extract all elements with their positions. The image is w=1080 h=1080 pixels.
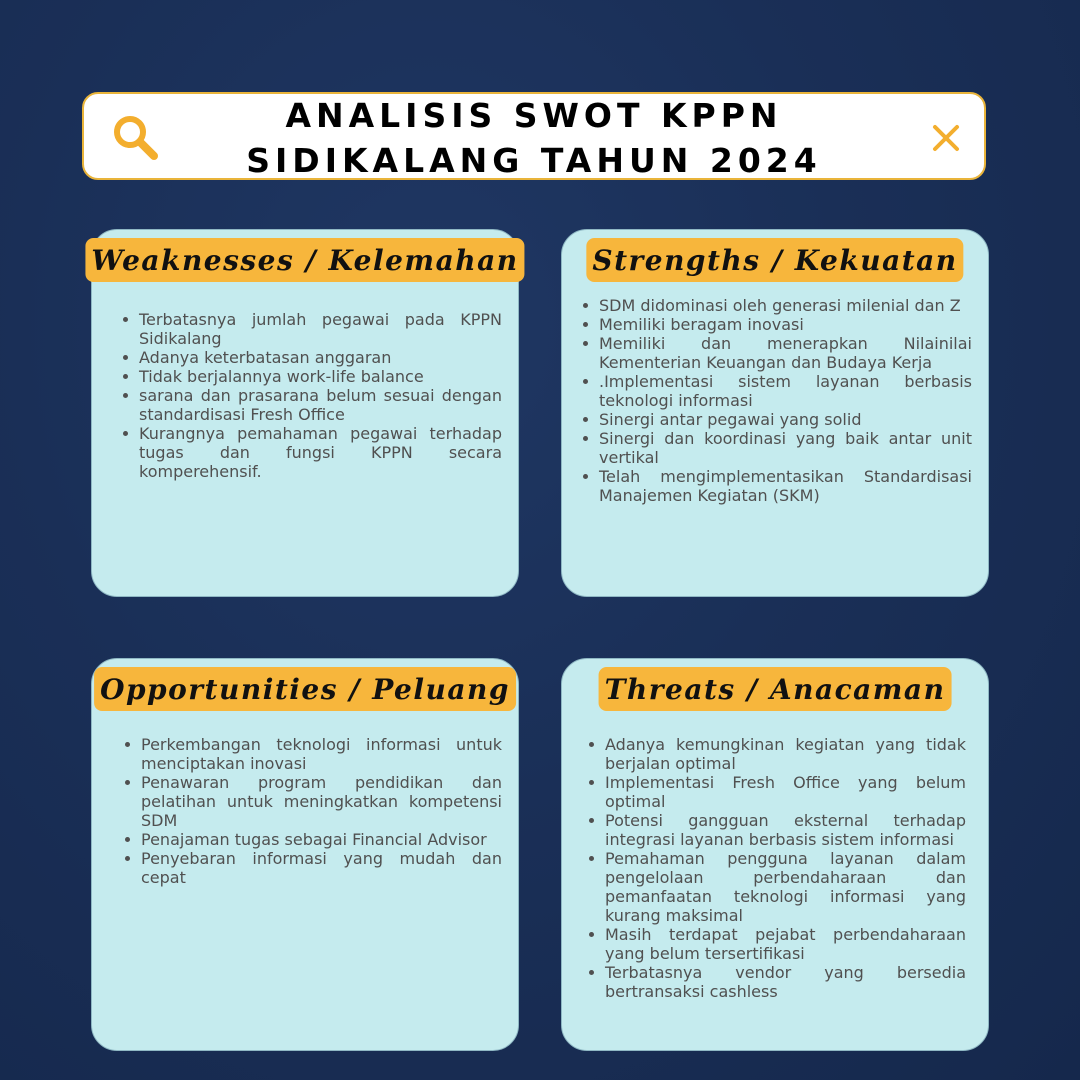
list-item: Sinergi antar pegawai yang solid: [599, 410, 972, 429]
list-item: Perkembangan teknologi informasi untuk menciptakan inovasi: [141, 735, 502, 773]
list-item: Potensi gangguan eksternal terhadap integrasi layanan berbasis sistem informasi: [605, 811, 966, 849]
search-bar[interactable]: [82, 92, 986, 180]
search-icon[interactable]: [110, 112, 162, 164]
list-item: Memiliki dan menerapkan Nilai⁠nilai Kementerian Keuangan dan Budaya Kerja: [599, 334, 972, 372]
list-item: Terbatasnya vendor yang bersedia bertransaksi cashless: [605, 963, 966, 1001]
title-line-1: ANALISIS SWOT KPPN: [285, 96, 783, 135]
list-item: Terbatasnya jumlah pegawai pada KPPN Sidikalang: [139, 310, 502, 348]
list-item: sarana dan prasarana belum sesuai dengan standardisasi Fresh Office: [139, 386, 502, 424]
threats-list: [605, 735, 966, 1001]
list-item: Implementasi Fresh Office yang belum optimal: [605, 773, 966, 811]
list-item: Penajaman tugas sebagai Financial Advisor: [141, 830, 502, 849]
weaknesses-list: [139, 310, 502, 481]
strengths-title: Strengths / Kekuatan: [586, 238, 963, 282]
list-item: Adanya keterbatasan anggaran: [139, 348, 502, 367]
list-item: Penyebaran informasi yang mudah dan cepat: [141, 849, 502, 887]
opportunities-title: Opportunities / Peluang: [94, 667, 516, 711]
weaknesses-card: [91, 229, 519, 597]
list-item: Masih terdapat pejabat perbendaharaan yang belum tersertifikasi: [605, 925, 966, 963]
weaknesses-title: Weaknesses / Kelemahan: [85, 238, 524, 282]
close-icon[interactable]: [930, 122, 962, 154]
opportunities-list: [141, 735, 502, 887]
list-item: Adanya kemungkinan kegiatan yang tidak berjalan optimal: [605, 735, 966, 773]
threats-title: Threats / Anacaman: [599, 667, 952, 711]
strengths-card: [561, 229, 989, 597]
list-item: Kurangnya pemahaman pegawai terhadap tugas dan fungsi KPPN secara komperehensif.: [139, 424, 502, 481]
list-item: .Implementasi sistem layanan berbasis teknologi informasi: [599, 372, 972, 410]
list-item: Penawaran program pendidikan dan pelatihan untuk meningkatkan kompetensi SDM: [141, 773, 502, 830]
list-item: Memiliki beragam inovasi: [599, 315, 972, 334]
list-item: Sinergi dan koordinasi yang baik antar unit vertikal: [599, 429, 972, 467]
opportunities-card: [91, 658, 519, 1051]
list-item: SDM didominasi oleh generasi milenial dan Z: [599, 296, 972, 315]
list-item: Pemahaman pengguna layanan dalam pengelolaan perbendaharaan dan pemanfaatan teknologi informasi yang kurang maksimal: [605, 849, 966, 925]
threats-card: [561, 658, 989, 1051]
strengths-list: [599, 296, 972, 505]
title-line-2: SIDIKALANG TAHUN 2024: [246, 141, 822, 180]
list-item: Telah mengimplementasikan Standardisasi Manajemen Kegiatan (SKM): [599, 467, 972, 505]
page-title: [204, 96, 864, 180]
list-item: Tidak berjalannya work-life balance: [139, 367, 502, 386]
